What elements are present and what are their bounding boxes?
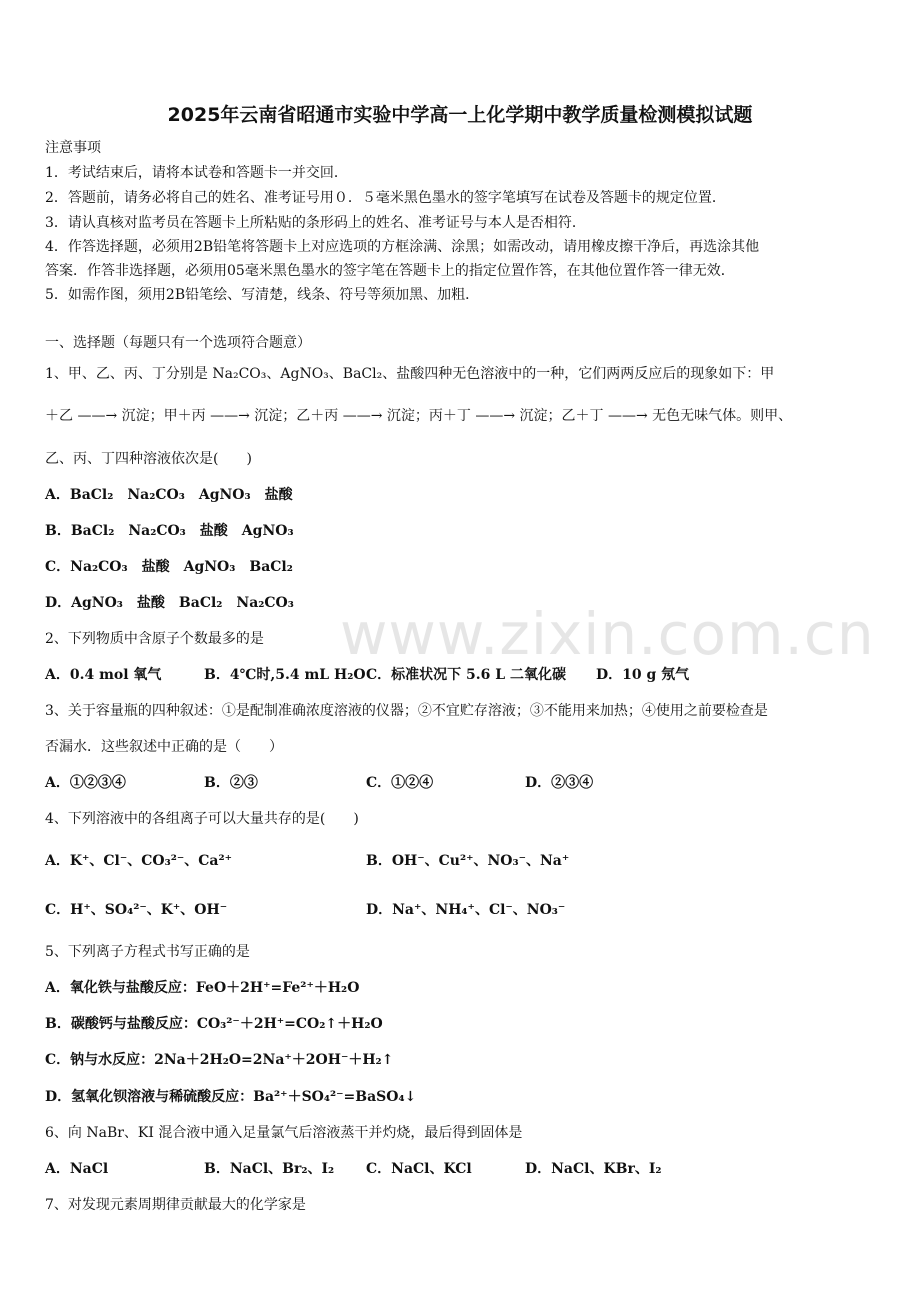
q4-option-d: D．Na⁺、NH₄⁺、Cl⁻、NO₃⁻	[366, 902, 566, 918]
notice-item: 5．如需作图，须用2B铅笔绘、写清楚，线条、符号等须加黑、加粗．	[45, 287, 480, 303]
q6-option-d: D．NaCl、KBr、I₂	[525, 1161, 662, 1177]
q1-stem-line1: 1、甲、乙、丙、丁分别是 Na₂CO₃、AgNO₃、BaCl₂、盐酸四种无色溶液中的一种，它们两两反应后的现象如下：甲	[45, 366, 775, 382]
notice-item: 2．答题前，请务必将自己的姓名、准考证号用０．５毫米黑色墨水的签字笔填写在试卷及答题卡的规定位置．	[45, 190, 726, 206]
notice-item: 3．请认真核对监考员在答题卡上所粘贴的条形码上的姓名、准考证号与本人是否相符．	[45, 215, 586, 231]
q5-option-c: C．钠与水反应：2Na＋2H₂O=2Na⁺＋2OH⁻＋H₂↑	[45, 1052, 394, 1068]
q4-stem: 4、下列溶液中的各组离子可以大量共存的是( )	[45, 811, 359, 827]
q4-option-c: C．H⁺、SO₄²⁻、K⁺、OH⁻	[45, 902, 228, 918]
watermark: www.zixin.com.cn	[340, 600, 875, 668]
q3-option-a: A．①②③④	[45, 775, 126, 791]
q1-option-b: B．BaCl₂ Na₂CO₃ 盐酸 AgNO₃	[45, 523, 294, 539]
q2-stem: 2、下列物质中含原子个数最多的是	[45, 631, 264, 647]
q6-stem: 6、向 NaBr、KI 混合液中通入足量氯气后溶液蒸干并灼烧，最后得到固体是	[45, 1125, 523, 1141]
q7-stem: 7、对发现元素周期律贡献最大的化学家是	[45, 1197, 306, 1213]
q1-stem-line2: ＋乙 ——→ 沉淀；甲＋丙 ——→ 沉淀；乙＋丙 ——→ 沉淀；丙＋丁 ——→ 沉淀；乙＋丁 ——→ 无色无味气体。则甲、	[45, 408, 793, 424]
q2-option-a: A．0.4 mol 氧气	[45, 667, 162, 683]
q2-option-d: D．10 g 氖气	[596, 667, 690, 683]
q3-stem-line2: 否漏水．这些叙述中正确的是（ ）	[45, 739, 283, 755]
q5-stem: 5、下列离子方程式书写正确的是	[45, 944, 250, 960]
q3-option-d: D．②③④	[525, 775, 594, 791]
section-heading: 一、选择题（每题只有一个选项符合题意）	[45, 335, 311, 351]
q4-option-a: A．K⁺、Cl⁻、CO₃²⁻、Ca²⁺	[45, 853, 232, 869]
q5-option-a: A．氧化铁与盐酸反应：FeO＋2H⁺=Fe²⁺＋H₂O	[45, 980, 360, 996]
q1-option-d: D．AgNO₃ 盐酸 BaCl₂ Na₂CO₃	[45, 595, 294, 611]
q6-option-c: C．NaCl、KCl	[366, 1161, 472, 1177]
q3-option-b: B．②③	[204, 775, 258, 791]
q5-option-d: D．氢氧化钡溶液与稀硫酸反应：Ba²⁺＋SO₄²⁻=BaSO₄↓	[45, 1089, 417, 1105]
notice-item: 答案．作答非选择题，必须用05毫米黑色墨水的签字笔在答题卡上的指定位置作答，在其他位置作答一律无效．	[45, 263, 735, 279]
q1-stem-line3: 乙、丙、丁四种溶液依次是( )	[45, 451, 252, 467]
notice-item: 1．考试结束后，请将本试卷和答题卡一并交回．	[45, 165, 348, 181]
notice-item: 4．作答选择题，必须用2B铅笔将答题卡上对应选项的方框涂满、涂黑；如需改动，请用橡皮擦干净后，再选涂其他	[45, 239, 760, 255]
q1-option-c: C．Na₂CO₃ 盐酸 AgNO₃ BaCl₂	[45, 559, 293, 575]
page-title: 2025年云南省昭通市实验中学高一上化学期中教学质量检测模拟试题	[167, 104, 753, 126]
notice-heading: 注意事项	[45, 140, 101, 156]
q3-stem-line1: 3、关于容量瓶的四种叙述：①是配制准确浓度溶液的仪器；②不宜贮存溶液；③不能用来加热；④使用之前要检查是	[45, 703, 768, 719]
q5-option-b: B．碳酸钙与盐酸反应：CO₃²⁻＋2H⁺=CO₂↑＋H₂O	[45, 1016, 383, 1032]
q2-option-c: C．标准状况下 5.6 L 二氧化碳	[366, 667, 566, 683]
q6-option-a: A．NaCl	[45, 1161, 109, 1177]
q2-option-b: B．4℃时,5.4 mL H₂O	[204, 667, 366, 683]
q1-option-a: A．BaCl₂ Na₂CO₃ AgNO₃ 盐酸	[45, 487, 293, 503]
q6-option-b: B．NaCl、Br₂、I₂	[204, 1161, 335, 1177]
q4-option-b: B．OH⁻、Cu²⁺、NO₃⁻、Na⁺	[366, 853, 570, 869]
q3-option-c: C．①②④	[366, 775, 434, 791]
